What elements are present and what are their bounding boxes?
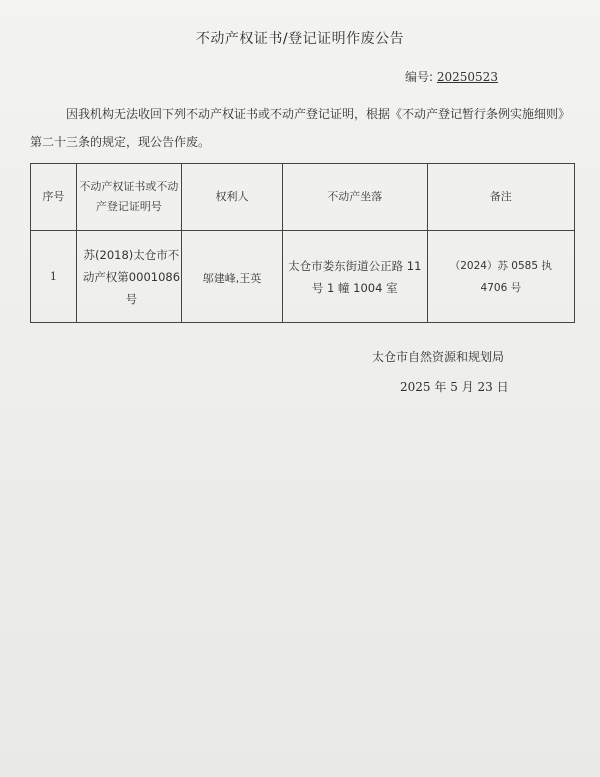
row-location bbox=[282, 231, 427, 323]
date-day-unit: 日 bbox=[496, 380, 509, 394]
document-number bbox=[405, 68, 498, 85]
row-certificate-line-2: 动产权第0001086 bbox=[82, 269, 181, 284]
header-no: 序号 bbox=[31, 164, 77, 231]
date-day: 23 bbox=[477, 380, 493, 394]
header-certificate-line-2: 产登记证明号 bbox=[95, 200, 162, 213]
date-year-unit: 年 bbox=[434, 380, 447, 394]
row-location-line-1: 太仓市娄东街道公正路 11 bbox=[288, 258, 422, 273]
document-number-label: 编号: bbox=[405, 70, 434, 84]
intro-paragraph bbox=[30, 100, 575, 156]
table-row bbox=[31, 231, 575, 323]
date-month-unit: 月 bbox=[461, 380, 474, 394]
header-certificate bbox=[76, 164, 181, 231]
row-certificate-line-3: 号 bbox=[125, 291, 138, 306]
row-certificate-line-1: 苏(2018)太仓市不 bbox=[83, 247, 180, 262]
page-title: 不动产权证书/登记证明作废公告 bbox=[195, 31, 405, 47]
header-certificate-line-1: 不动产权证书或不动 bbox=[79, 180, 179, 193]
row-holder: 邬建峰,王英 bbox=[182, 231, 283, 323]
issuing-agency: 太仓市自然资源和规划局 bbox=[372, 350, 505, 364]
row-note bbox=[427, 231, 574, 323]
row-certificate bbox=[76, 231, 181, 323]
row-note-line-1: （2024）苏 0585 执 bbox=[449, 259, 552, 272]
table-header-row bbox=[31, 164, 575, 231]
header-holder: 权利人 bbox=[182, 164, 283, 231]
row-note-line-2: 4706 号 bbox=[480, 281, 522, 294]
intro-line-1: 因我机构无法收回下列不动产权证书或不动产登记证明，根据《不动产登记暂行条例实 bbox=[66, 107, 523, 121]
void-certificate-table bbox=[30, 163, 575, 323]
date-month: 5 bbox=[450, 380, 458, 394]
date-year: 2025 bbox=[400, 380, 431, 394]
header-location: 不动产坐落 bbox=[282, 164, 427, 231]
row-location-line-2: 号 1 幢 1004 室 bbox=[311, 280, 398, 295]
issue-date bbox=[400, 378, 509, 395]
intro-line-2: 施细则》第二十三条的规定，现公告作废。 bbox=[30, 107, 571, 149]
row-no: 1 bbox=[31, 231, 77, 323]
document-number-value: 20250523 bbox=[436, 70, 498, 84]
header-note: 备注 bbox=[427, 164, 574, 231]
